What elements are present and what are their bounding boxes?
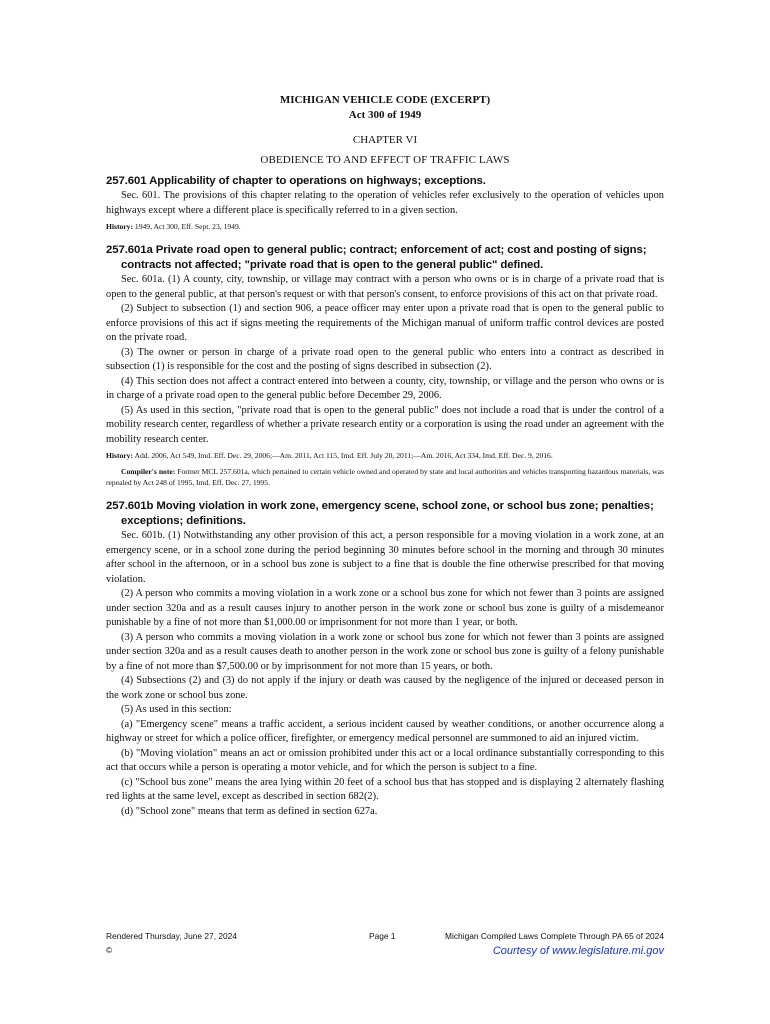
section-heading: 257.601a Private road open to general public; contract; enforcement of act; cost and posting of signs; contracts not affected; "private road that is open to the general public" defined.: [106, 244, 647, 271]
section-257-601a: [106, 243, 664, 488]
section-heading: 257.601b Moving violation in work zone, emergency scene, school zone, or school bus zone; penalties; exceptions; definitions.: [106, 500, 654, 527]
compilers-note-label: Compiler's note:: [121, 467, 176, 476]
section-paragraph: (4) Subsections (2) and (3) do not apply if the injury or death was caused by the negligence of the injured or deceased person in the work zone or school bus zone.: [106, 675, 664, 701]
rendered-date: Rendered Thursday, June 27, 2024: [106, 931, 237, 941]
history-label: History:: [106, 222, 133, 231]
history-text: 1949, Act 300, Eff. Sept. 23, 1949.: [134, 222, 241, 231]
history-note: [106, 221, 664, 232]
history-text: Add. 2006, Act 549, Imd. Eff. Dec. 29, 2006;—Am. 2011, Act 115, Imd. Eff. July 20, 2011;—Am. 2016, Act 334, Imd. Eff. Dec. 9, 2016.: [134, 451, 553, 460]
section-257-601b: [106, 499, 664, 819]
history-note: [106, 450, 664, 461]
compilers-note: [106, 466, 664, 488]
page-footer-bottom: [106, 945, 664, 959]
section-paragraph: (5) As used in this section:: [121, 704, 232, 715]
section-paragraph: Sec. 601a. (1) A county, city, township, or village may contract with a person who owns or is in charge of a private road that is open to the general public, at that person's request or with that person's consent, to enforce provisions of this act on that private road.: [106, 274, 664, 300]
document-page: [106, 93, 664, 819]
act-number: Act 300 of 1949: [348, 109, 422, 121]
section-paragraph: (c) "School bus zone" means the area lying within 20 feet of a school bus that has stopped and is displaying 2 alternately flashing red lights at the same level, except as described in section 682(2).: [106, 776, 664, 802]
section-paragraph: (a) "Emergency scene" means a traffic accident, a serious incident caused by weather conditions, or another occurrence along a highway or street for which a police officer, firefighter, or emergency medical personnel are summoned to aid an injured victim.: [106, 718, 664, 744]
section-paragraph: (b) "Moving violation" means an act or omission prohibited under this act or a local ordinance substantially corresponding to this act that occurs while a person is operating a motor vehicle, and for which the person is subject to a fine.: [106, 747, 664, 773]
section-paragraph: Sec. 601. The provisions of this chapter relating to the operation of vehicles refer exclusively to the operation of vehicles upon highways except where a different place is specifically referred to in a given section.: [106, 190, 664, 216]
copyright-icon: ©: [106, 945, 113, 955]
history-label: History:: [106, 451, 133, 460]
chapter-title: OBEDIENCE TO AND EFFECT OF TRAFFIC LAWS: [260, 154, 510, 166]
compiled-through: Michigan Compiled Laws Complete Through PA 65 of 2024: [445, 931, 664, 941]
section-paragraph: Sec. 601b. (1) Notwithstanding any other provision of this act, a person responsible for a moving violation in a work zone, at an emergency scene, or in a school zone during the period beginning 30 minutes before school in the morning and through 30 minutes after school in the afternoon, or in a school bus zone is subject to a fine that is double the fine otherwise prescribed for that moving violation.: [106, 530, 664, 585]
section-257-601: [106, 174, 664, 232]
section-paragraph: (3) A person who commits a moving violation in a work zone or school bus zone for which not fewer than 3 points are assigned under section 320a and as a result causes death to another person in the work zone or school bus zone is guilty of a felony punishable by a fine of not more than $7,500.00 or by imprisonment for not more than 15 years, or both.: [106, 631, 664, 672]
document-title: MICHIGAN VEHICLE CODE (EXCERPT): [279, 94, 491, 106]
section-paragraph: (3) The owner or person in charge of a private road open to the general public who enters into a contract as described in subsection (1) is responsible for the cost and the posting of signs described in subsection (2).: [106, 346, 664, 372]
page-footer: [106, 931, 664, 943]
section-paragraph: (5) As used in this section, "private road that is open to the general public" does not include a road that is under the control of a mobility research center, regardless of whether a private research entity or a corporation is using the road under an agreement with the mobility research center.: [106, 404, 664, 445]
section-paragraph: (d) "School zone" means that term as defined in section 627a.: [121, 805, 378, 817]
chapter-label: CHAPTER VI: [352, 134, 418, 146]
courtesy-link[interactable]: Courtesy of www.legislature.mi.gov: [492, 945, 664, 957]
compilers-note-text: Former MCL 257.601a, which pertained to certain vehicle owned and operated by state and local authorities and vehicles transporting hazardous materials, was repealed by Act 248 of 1995, Imd. Eff. Dec. 27, 1995.: [106, 467, 665, 487]
section-paragraph: (2) Subject to subsection (1) and section 906, a peace officer may enter upon a private road that is open to the general public to enforce provisions of this act if signs meeting the requirements of the Michigan manual of uniform traffic control devices are posted on the private road.: [106, 303, 664, 343]
section-paragraph: (4) This section does not affect a contract entered into between a county, city, township, or village and the person who owns or is in charge of a private road open to the general public before December 29, 2006.: [106, 375, 664, 401]
section-heading: 257.601 Applicability of chapter to operations on highways; exceptions.: [106, 175, 486, 187]
page-number: Page 1: [369, 931, 396, 941]
section-paragraph: (2) A person who commits a moving violation in a work zone or a school bus zone for which not fewer than 3 points are assigned under section 320a and as a result causes injury to another person in the work zone or school bus zone is guilty of a misdemeanor punishable by a fine of not more than $1,000.00 or imprisonment for not more than 1 year, or both.: [106, 588, 664, 628]
